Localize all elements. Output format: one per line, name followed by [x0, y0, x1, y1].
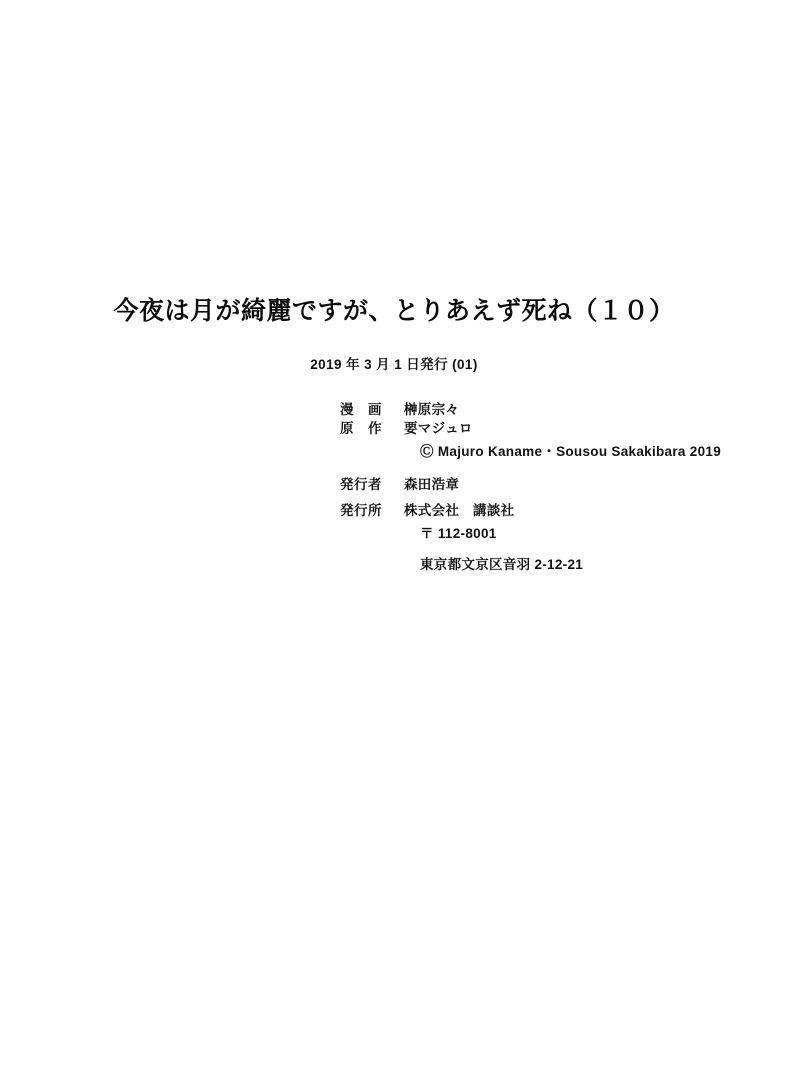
copyright-notice: Ⓒ Majuro Kaname・Sousou Sakakibara 2019: [420, 444, 722, 460]
credit-row-artist: [0, 403, 788, 417]
publication-date: 2019 年 3 月 1 日発行 (01): [310, 357, 478, 373]
colophon-block: [0, 296, 788, 584]
spacer: [0, 471, 788, 478]
credit-value-publisher-person: 森田浩章: [404, 477, 460, 493]
credit-value-author: 要マジュロ: [404, 420, 473, 436]
credit-value-artist: 榊原宗々: [404, 402, 460, 418]
credits-list: [0, 403, 788, 573]
page-title: 今夜は月が綺麗ですが、とりあえず死ね（１０）: [113, 297, 675, 325]
address: 東京都文京区音羽 2-12-21: [420, 557, 584, 573]
credit-label-publisher-person: 発行者: [340, 477, 382, 493]
credit-row-publisher-company: [0, 504, 788, 518]
credit-label-artist: 漫 画: [340, 402, 382, 418]
postal-code: 〒 112-8001: [420, 526, 497, 542]
credit-value-publisher-company: 株式会社 講談社: [404, 502, 515, 518]
credit-label-author: 原 作: [340, 420, 382, 436]
bottom-strip: [0, 1059, 788, 1079]
credit-label-publisher-company: 発行所: [340, 502, 382, 518]
credit-row-publisher-person: [0, 478, 788, 492]
credit-row-author: [0, 422, 788, 436]
